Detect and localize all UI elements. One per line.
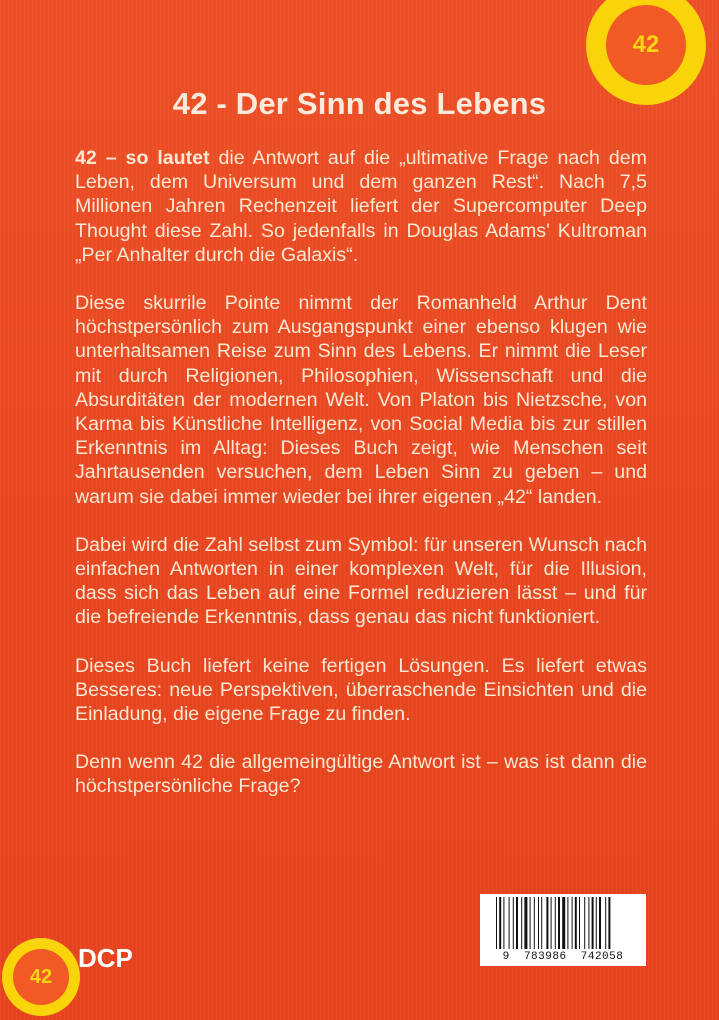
publisher-logo: DCP xyxy=(78,943,133,973)
paragraph-1-body: die Antwort auf die „ultimative Frage nach dem Leben, dem Universum und dem ganzen Rest“. Nach 7,5 Millionen Jahren Rechenzeit liefert der Supercomputer Deep Thought diese Zahl. So jedenfalls in Douglas Adams' Kultroman „Per Anhalter durch die Galaxis“. xyxy=(75,147,647,266)
paragraph-2: Diese skurrile Pointe nimmt der Romanheld Arthur Dent höchstpersönlich zum Ausgangspunkt einer ebenso klugen wie unterhaltsamen Reise zum Sinn des Lebens. Er nimmt die Leser mit durch Religionen, Philosophien, Wissenschaft und die Absurditäten der modernen Welt. Von Platon bis Nietzsche, von Karma bis Künstliche Intelligenz, von Social Media bis zur stillen Erkenntnis im Alltag: Dieses Buch zeigt, wie Menschen seit Jahrtausenden versuchen, dem Leben Sinn zu geben – und warum sie dabei immer wieder bei ihrer eigenen „42“ landen. xyxy=(75,292,647,508)
badge-42-bottom-label: 42 xyxy=(13,949,69,1005)
book-title: 42 - Der Sinn des Lebens xyxy=(172,86,547,121)
barcode-bars xyxy=(496,897,630,949)
badge-42-bottom xyxy=(2,938,80,1016)
blurb-text xyxy=(75,146,647,823)
paragraph-5: Denn wenn 42 die allgemeingültige Antwort ist – was ist dann die höchstpersönliche Frage? xyxy=(75,751,647,798)
badge-42-top-label: 42 xyxy=(606,5,686,85)
paragraph-4: Dieses Buch liefert keine fertigen Lösungen. Es liefert etwas Besseres: neue Perspektiven, überraschende Einsichten und die Einladung, die eigene Frage zu finden. xyxy=(75,654,647,726)
paragraph-3: Dabei wird die Zahl selbst zum Symbol: für unseren Wunsch nach einfachen Antworten in einer komplexen Welt, für die Illusion, dass sich das Leben auf eine Formel reduzieren lässt – und für die befreiende Erkenntnis, dass genau das nicht funktioniert. xyxy=(75,533,647,629)
isbn-barcode xyxy=(480,894,646,966)
paragraph-1 xyxy=(75,146,647,267)
barcode-digits: 9 783986 742058 xyxy=(502,951,624,963)
paragraph-1-lead: 42 – so lautet xyxy=(75,147,210,169)
